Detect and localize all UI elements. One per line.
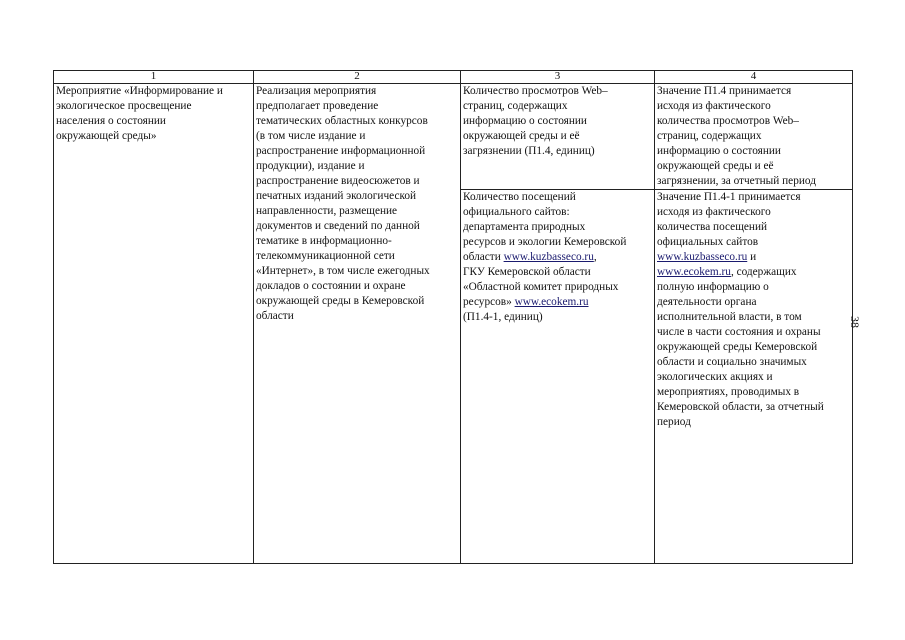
page-number: 38	[848, 316, 862, 328]
table-row	[54, 84, 853, 190]
text-line: период	[657, 416, 691, 428]
text-line: официальных сайтов	[657, 236, 759, 248]
text-line: количества просмотров Web–	[657, 115, 799, 127]
ecokem-link[interactable]: www.ecokem.ru	[657, 266, 731, 278]
text-line: департамента природных	[463, 221, 586, 233]
text-line: Количество посещений	[463, 191, 576, 203]
text-line: Значение П1.4 принимается	[657, 85, 792, 97]
kuzbasseco-link[interactable]: www.kuzbasseco.ru	[503, 251, 594, 263]
text-line: окружающей среды»	[56, 130, 157, 142]
text-line: страниц, содержащих	[463, 100, 568, 112]
event-name-cell	[54, 84, 254, 564]
method-p1-4-1-cell	[655, 190, 853, 564]
text-line: окружающей среды и её	[463, 130, 580, 142]
text-line: Количество просмотров Web–	[463, 85, 608, 97]
header-cell-1: 1	[54, 71, 254, 84]
text-line: Кемеровской области, за отчетный	[657, 401, 824, 413]
text-line: тематике в информационно-	[256, 235, 392, 247]
text-line	[463, 295, 652, 310]
measures-table	[53, 70, 853, 564]
text-line: области	[256, 310, 294, 322]
text-line	[657, 265, 850, 280]
text-line: числе в части состояния и охраны	[657, 326, 821, 338]
text-line: распространение видеосюжетов и	[256, 175, 420, 187]
text-line: «Областной комитет природных	[463, 281, 619, 293]
text-line: Реализация мероприятия	[256, 85, 377, 97]
text-line: распространение информационной	[256, 145, 426, 157]
ecokem-link[interactable]: www.ecokem.ru	[514, 296, 589, 308]
text-line: загрязнении (П1.4, единиц)	[463, 145, 595, 157]
text-fragment: ресурсов»	[463, 296, 515, 308]
text-line: загрязнении, за отчетный период	[657, 175, 816, 187]
text-line: телекоммуникационной сети	[256, 250, 395, 262]
header-cell-3: 3	[461, 71, 655, 84]
text-line: направленности, размещение	[256, 205, 398, 217]
header-cell-4: 4	[655, 71, 853, 84]
text-line: страниц, содержащих	[657, 130, 762, 142]
text-line: тематических областных конкурсов	[256, 115, 428, 127]
text-line: ГКУ Кемеровской области	[463, 266, 591, 278]
text-fragment: и	[747, 251, 757, 263]
text-line: продукции), издание и	[256, 160, 365, 172]
text-line: окружающей среды в Кемеровской	[256, 295, 425, 307]
indicator-p1-4-cell	[461, 84, 655, 190]
method-p1-4-cell	[655, 84, 853, 190]
text-line	[463, 250, 652, 265]
text-line: Значение П1.4-1 принимается	[657, 191, 801, 203]
text-fragment: , содержащих	[730, 266, 797, 278]
text-line: докладов о состоянии и охране	[256, 280, 406, 292]
text-fragment: области	[463, 251, 504, 263]
text-line: окружающей среды и её	[657, 160, 774, 172]
text-line: «Интернет», в том числе ежегодных	[256, 265, 430, 277]
header-cell-2: 2	[254, 71, 461, 84]
text-line: (в том числе издание и	[256, 130, 366, 142]
kuzbasseco-link[interactable]: www.kuzbasseco.ru	[657, 251, 748, 263]
text-line: экологических акциях и	[657, 371, 773, 383]
text-line: исполнительной власти, в том	[657, 311, 802, 323]
header-row	[54, 71, 853, 84]
text-line: мероприятиях, проводимых в	[657, 386, 800, 398]
text-line: окружающей среды Кемеровской	[657, 341, 818, 353]
indicator-p1-4-1-cell	[461, 190, 655, 564]
text-line	[657, 250, 850, 265]
text-line: документов и сведений по данной	[256, 220, 420, 232]
text-line: печатных изданий экологической	[256, 190, 417, 202]
text-line: ресурсов и экологии Кемеровской	[463, 236, 627, 248]
text-line: деятельности органа	[657, 296, 757, 308]
text-line: информацию о состоянии	[463, 115, 587, 127]
text-line: области и социально значимых	[657, 356, 807, 368]
text-line: населения о состоянии	[56, 115, 166, 127]
event-description-cell	[254, 84, 461, 564]
text-line: количества посещений	[657, 221, 768, 233]
text-line: официального сайтов:	[463, 206, 570, 218]
text-line: (П1.4-1, единиц)	[463, 311, 543, 323]
text-line: информацию о состоянии	[657, 145, 781, 157]
text-line: предполагает проведение	[256, 100, 379, 112]
text-line: Мероприятие «Информирование и	[56, 85, 223, 97]
text-line: исходя из фактического	[657, 100, 771, 112]
text-line: исходя из фактического	[657, 206, 771, 218]
text-line: экологическое просвещение	[56, 100, 192, 112]
text-line: полную информацию о	[657, 281, 769, 293]
text-fragment: ,	[593, 251, 597, 263]
